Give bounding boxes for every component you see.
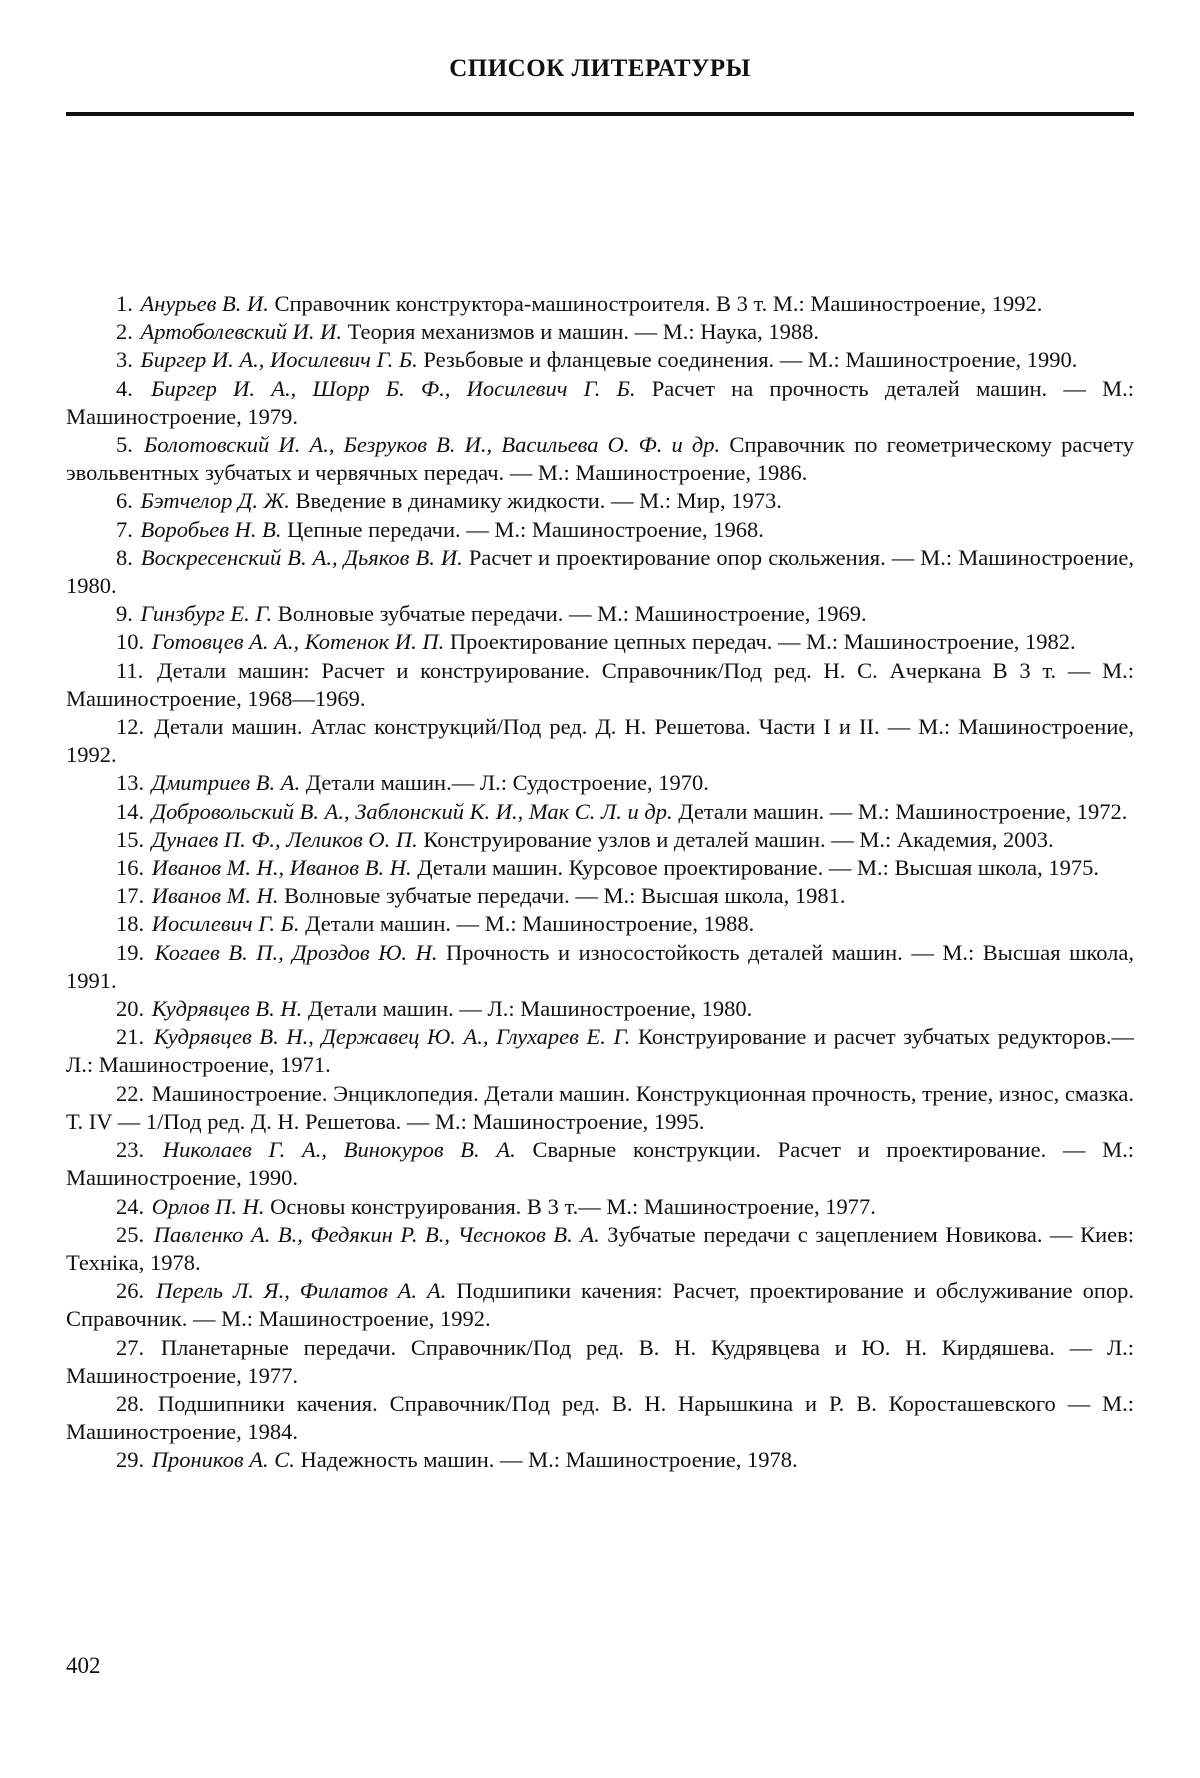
reference-number: 3. — [116, 347, 133, 373]
reference-authors: Добровольский В. А., Заблонский К. И., Мак С. Л. и др. — [151, 798, 673, 824]
reference-authors: Артоболевский И. И. — [140, 319, 342, 345]
reference-item — [66, 657, 1134, 713]
reference-item — [66, 1446, 1134, 1474]
reference-item — [66, 628, 1134, 656]
reference-item — [66, 1277, 1134, 1333]
reference-text: Надежность машин. — М.: Машиностроение, 1978. — [300, 1447, 798, 1473]
reference-number: 17. — [116, 883, 145, 909]
reference-authors: Когаев В. П., Дроздов Ю. Н. — [154, 939, 438, 965]
reference-item — [66, 290, 1134, 318]
reference-item — [66, 1390, 1134, 1446]
reference-text: Волновые зубчатые передачи. — М.: Высшая школа, 1981. — [284, 883, 846, 909]
reference-text: Детали машин. — М.: Машиностроение, 1972. — [678, 798, 1128, 824]
reference-authors: Анурьев В. И. — [140, 291, 269, 316]
reference-authors: Воскресенский В. А., Дьяков В. И. — [140, 544, 463, 570]
reference-number: 10. — [116, 629, 145, 655]
reference-text: Цепные передачи. — М.: Машиностроение, 1968. — [287, 516, 764, 542]
reference-number: 13. — [116, 770, 145, 796]
reference-authors: Биргер И. А., Шорр Б. Ф., Иосилевич Г. Б. — [151, 375, 636, 401]
reference-number: 20. — [116, 996, 145, 1022]
reference-number: 12. — [116, 714, 145, 740]
reference-item — [66, 769, 1134, 797]
reference-text: Справочник по геометрическому расчету эвольвентных зубчатых и червячных передач. — М.: Машиностроение, 1986. — [66, 432, 1135, 486]
reference-authors: Перель Л. Я., Филатов А. А. — [156, 1278, 447, 1304]
reference-number: 5. — [116, 432, 133, 458]
reference-item — [66, 346, 1134, 374]
reference-item — [66, 1023, 1134, 1079]
reference-number: 25. — [116, 1221, 145, 1247]
reference-text: Детали машин: Расчет и конструирование. Справочник/Под ред. Н. С. Ачеркана В 3 т. — М.: Машиностроение, 1968—1969. — [66, 657, 1135, 711]
reference-authors: Иванов М. Н. — [151, 883, 279, 909]
reference-authors: Иосилевич Г. Б. — [151, 911, 300, 937]
reference-number: 28. — [116, 1390, 145, 1416]
reference-item — [66, 798, 1134, 826]
reference-item — [66, 1193, 1134, 1221]
reference-authors: Гинзбург Е. Г. — [140, 601, 273, 627]
reference-item — [66, 882, 1134, 910]
reference-number: 23. — [116, 1137, 145, 1163]
reference-item — [66, 854, 1134, 882]
reference-text: Прочность и износостойкость деталей машин. — М.: Высшая школа, 1991. — [66, 939, 1135, 993]
reference-authors: Проников А. С. — [151, 1447, 295, 1473]
reference-text: Волновые зубчатые передачи. — М.: Машиностроение, 1969. — [277, 601, 867, 627]
reference-number: 21. — [116, 1024, 145, 1050]
reference-item — [66, 1334, 1134, 1390]
reference-list — [66, 290, 1134, 1475]
reference-item — [66, 375, 1134, 431]
reference-number: 1. — [116, 291, 133, 316]
reference-text: Подшипики качения: Расчет, проектирование и обслуживание опор. Справочник. — М.: Машиностроение, 1992. — [66, 1278, 1134, 1332]
reference-text: Детали машин. Курсовое проектирование. — М.: Высшая школа, 1975. — [417, 855, 1100, 881]
reference-number: 14. — [116, 798, 145, 824]
reference-authors: Бэтчелор Д. Ж. — [140, 488, 290, 514]
reference-authors: Кудрявцев В. Н. — [151, 996, 303, 1022]
reference-text: Теория механизмов и машин. — М.: Наука, 1988. — [347, 319, 820, 345]
reference-text: Детали машин.— Л.: Судостроение, 1970. — [305, 770, 709, 796]
reference-text: Детали машин. — М.: Машиностроение, 1988. — [305, 911, 755, 937]
reference-text: Детали машин. Атлас конструкций/Под ред. Д. Н. Решетова. Части I и II. — М.: Машиностроение, 1992. — [66, 714, 1134, 768]
reference-number: 29. — [116, 1447, 145, 1473]
reference-authors: Воробьев Н. В. — [140, 516, 282, 542]
reference-text: Введение в динамику жидкости. — М.: Мир, 1973. — [295, 488, 782, 514]
reference-authors: Кудрявцев В. Н., Державец Ю. А., Глухарев Е. Г. — [153, 1024, 631, 1050]
reference-authors: Орлов П. Н. — [151, 1193, 265, 1219]
reference-item — [66, 910, 1134, 938]
reference-item — [66, 1221, 1134, 1277]
reference-text: Расчет и проектирование опор скольжения. — М.: Машиностроение, 1980. — [66, 544, 1134, 599]
reference-text: Справочник конструктора-машиностроителя. В 3 т. М.: Машиностроение, 1992. — [274, 291, 1043, 316]
reference-item — [66, 487, 1134, 515]
reference-number: 22. — [116, 1080, 145, 1106]
reference-item — [66, 939, 1134, 995]
reference-text: Конструирование узлов и деталей машин. — М.: Академия, 2003. — [423, 826, 1054, 852]
reference-item — [66, 318, 1134, 346]
reference-text: Основы конструирования. В 3 т.— М.: Машиностроение, 1977. — [270, 1193, 876, 1219]
reference-authors: Иванов М. Н., Иванов В. Н. — [151, 855, 412, 881]
reference-authors: Дмитриев В. А. — [151, 770, 301, 796]
reference-text: Зубчатые передачи с зацеплением Новикова. — Киев: Техніка, 1978. — [66, 1221, 1135, 1275]
page-title: СПИСОК ЛИТЕРАТУРЫ — [449, 55, 751, 82]
reference-authors: Болотовский И. А., Безруков В. И., Васильева О. Ф. и др. — [144, 432, 721, 458]
reference-text: Проектирование цепных передач. — М.: Машиностроение, 1982. — [449, 629, 1076, 655]
reference-item — [66, 995, 1134, 1023]
reference-number: 24. — [116, 1193, 145, 1219]
reference-number: 6. — [116, 488, 133, 514]
reference-number: 11. — [116, 657, 144, 683]
reference-number: 2. — [116, 319, 133, 345]
reference-text: Подшипники качения. Справочник/Под ред. В. Н. Нарышкина и Р. В. Коросташевского — М.: Машиностроение, 1984. — [66, 1390, 1135, 1445]
reference-text: Планетарные передачи. Справочник/Под ред. В. Н. Кудрявцева и Ю. Н. Кирдяшева. — Л.: Машиностроение, 1977. — [66, 1334, 1135, 1388]
page-number: 402 — [66, 1653, 101, 1678]
reference-authors: Павленко А. В., Федякин Р. В., Чесноков В. А. — [153, 1221, 600, 1247]
reference-item — [66, 544, 1134, 600]
reference-number: 27. — [116, 1334, 145, 1360]
reference-text: Детали машин. — Л.: Машиностроение, 1980. — [307, 996, 753, 1022]
reference-number: 26. — [116, 1278, 145, 1304]
reference-number: 15. — [116, 826, 145, 852]
reference-item — [66, 826, 1134, 854]
reference-item — [66, 516, 1134, 544]
reference-number: 18. — [116, 911, 145, 937]
reference-text: Машиностроение. Энциклопедия. Детали машин. Конструкционная прочность, трение, износ, смазка. Т. IV — 1/Под ред. Д. Н. Решетова. — М.: Машиностроение, 1995. — [66, 1080, 1134, 1134]
reference-number: 16. — [116, 855, 145, 881]
reference-number: 7. — [116, 516, 133, 542]
reference-text: Резьбовые и фланцевые соединения. — М.: Машиностроение, 1990. — [423, 347, 1078, 373]
reference-item — [66, 713, 1134, 769]
reference-authors: Дунаев П. Ф., Леликов О. П. — [151, 826, 418, 852]
reference-item — [66, 431, 1134, 487]
reference-authors: Биргер И. А., Иосилевич Г. Б. — [140, 347, 418, 373]
reference-number: 19. — [116, 939, 145, 965]
page-header — [66, 52, 1134, 116]
reference-authors: Николаев Г. А., Винокуров В. А. — [162, 1137, 516, 1163]
reference-number: 9. — [116, 601, 133, 627]
reference-number: 4. — [116, 375, 133, 401]
reference-text: Расчет на прочность деталей машин. — М.: Машиностроение, 1979. — [66, 375, 1135, 429]
reference-authors: Готовцев А. А., Котенок И. П. — [151, 629, 445, 655]
reference-text: Сварные конструкции. Расчет и проектирование. — М.: Машиностроение, 1990. — [66, 1137, 1135, 1191]
reference-text: Конструирование и расчет зубчатых редукторов.— Л.: Машиностроение, 1971. — [66, 1024, 1135, 1078]
reference-item — [66, 600, 1134, 628]
reference-item — [66, 1136, 1134, 1192]
reference-item — [66, 1080, 1134, 1136]
reference-number: 8. — [116, 544, 133, 570]
